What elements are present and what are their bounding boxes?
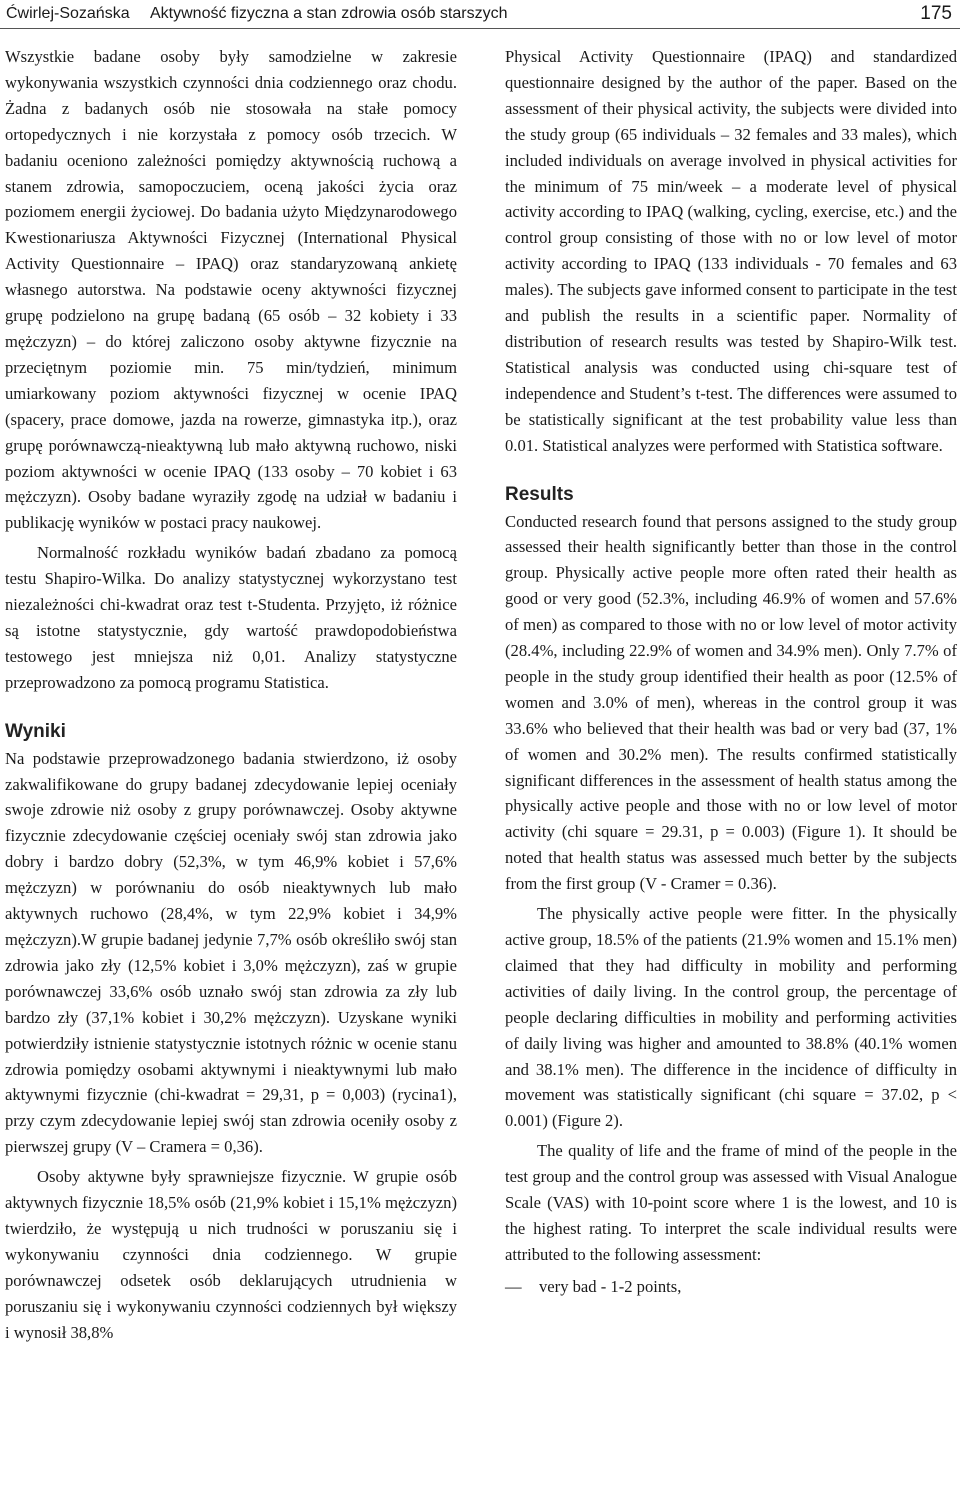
page-number: 175 (920, 3, 952, 24)
results-paragraph-en: Conducted research found that persons assigned to the study group assessed their health significantly better than those in the control group. Physically active people more often rated their health as good or very good (52.3%, including 46.9% of women and 57.6% of men) as compared to those with no or low level of motor activity (28.4%, including 22.9% of women and 34.9% men). Only 7.7% of people in the study group identified their health as poor (12.5% of women and 3.0% of men), whereas in the control group it was 33.6% who believed that their health was bad or very bad (37, 1% of women and 30.2% men). The results confirmed statistically significant differences in the assessment of health status among the physically active people and those with no or low level of motor activity (chi square = 29.31, p = 0.003) (Figure 1). It should be noted that health status was assessed much better by the subjects from the first group (V - Cramer = 0.36). (505, 511, 957, 894)
left-column-polish (5, 44, 457, 1346)
vas-paragraph-en: The quality of life and the frame of mind of the people in the test group and the control group was assessed with Visual Analogue Scale (VAS) with 10-point score where 1 is the lowest, and 10 is the highest rating. To interpret the scale individual results were attributed to the following assessment: (505, 1141, 957, 1264)
results-heading-en: Results (505, 483, 574, 505)
header-author: Ćwirlej-Sozańska (6, 5, 130, 22)
header-title: Aktywność fizyczna a stan zdrowia osób starszych (150, 5, 508, 22)
fitness-paragraph-en: The physically active people were fitter. In the physically active group, 18.5% of the patients (21.9% women and 15.1% men) claimed that they had difficulty in mobility and performing activities of daily living. In the control group, the percentage of people declaring difficulties in mobility and performing activities of daily living was higher and amounted to 38.8% (40.1% women and 38.1% men). The difference in the incidence of difficulty in movement was statistically significant (chi square = 37.02, p < 0.001) (Figure 2). (505, 904, 957, 1131)
methods-paragraph-en: Physical Activity Questionnaire (IPAQ) and standardized questionnaire designed by the author of the paper. Based on the assessment of their physical activity, the subjects were divided into the study group (65 individuals – 32 females and 33 males), which included individuals on average involved in physical activities for the minimum of 75 min/week – a moderate level of physical activity according to IPAQ (walking, cycling, exercise, etc.) and the control group consisting of those with no or low level of motor activity according to IPAQ (133 individuals - 70 females and 63 males). The subjects gave informed consent to participate in the test and publish the results in a scientific paper. Normality of distribution of research results was tested by Shapiro-Wilk test. Statistical analysis was conducted using chi-square test of independence and Student’s t-test. The differences were assumed to be statistically significant at the test probability value less than 0.01. Statistical analyzes were performed with Statistica software. (505, 47, 957, 455)
fitness-paragraph-pl: Osoby aktywne były sprawniejsze fizycznie. W grupie osób aktywnych fizycznie 18,5% osób (21,9% kobiet i 15,1% mężczyzn) twierdziło, że występują u nich trudności w poruszaniu się i wykonywaniu czynności dnia codziennego. W grupie porównawczej odsetek osób deklarujących utrudnienia w poruszaniu się i wykonywaniu czynności codziennych był większy i wynosił 38,8% (5, 1167, 457, 1342)
list-dash: — (505, 1276, 522, 1296)
results-heading-pl: Wyniki (5, 720, 66, 742)
statistics-paragraph-pl: Normalność rozkładu wyników badań zbadano za pomocą testu Shapiro-Wilka. Do analizy statystycznej wykorzystano test niezależności chi-kwadrat oraz test t-Studenta. Przyjęto, iż różnice są istotne statystycznie, gdy wartość prawdopodobieństwa testowego jest mniejsza niż 0,01. Analizy statystyczne przeprowadzono za pomocą programu Statistica. (5, 543, 457, 692)
list-item-text: very bad - 1-2 points, (539, 1276, 682, 1296)
list-item (505, 1274, 957, 1300)
methods-paragraph-pl: Wszystkie badane osoby były samodzielne w zakresie wykonywania wszystkich czynności dnia codziennego oraz chodu. Żadna z badanych osób nie stosowała na stałe pomocy ortopedycznych i nie korzystała z pomocy osób trzecich. W badaniu oceniono zależności pomiędzy aktywnością ruchową a stanem zdrowia, samopoczuciem, oceną jakości życia oraz poziomem energii życiowej. Do badania użyto Międzynarodowego Kwestionariusza Aktywności Fizycznej (International Physical Activity Questionnaire – IPAQ) oraz standaryzowaną ankietę własnego autorstwa. Na podstawie oceny aktywności fizycznej grupę podzielono na grupę badaną (65 osób – 32 kobiety i 33 mężczyzn) – do której zaliczono osoby aktywne fizycznie na przeciętnym poziomie min. 75 min/tydzień, minimum umiarkowany poziom aktywności fizycznej w ocenie IPAQ (spacery, prace domowe, jazda na rowerze, gimnastyka itp.), oraz grupę porównawczą-nieaktywną lub mało aktywną ruchowo, niski poziom aktywności w ocenie IPAQ (133 osoby – 70 kobiet i 63 mężczyzn). Osoby badane wyraziły zgodę na udział w badaniu i publikację wyników w postaci pracy naukowej. (5, 47, 457, 533)
results-paragraph-pl: Na podstawie przeprowadzonego badania stwierdzono, iż osoby zakwalifikowane do grupy badanej zdecydowanie lepiej oceniały swoje zdrowie niż osoby z grupy porównawczej. Osoby aktywne fizycznie zdecydowanie częściej oceniały swój stan zdrowia jako dobry i bardzo dobry (52,3%, w tym 46,9% kobiet i 57,6% mężczyzn) w porównaniu do osób nieaktywnych lub mało aktywnych ruchowo (28,4%, w tym 22,9% kobiet i 34,9% mężczyzn).W grupie badanej jedynie 7,7% osób określiło swój stan zdrowia jako zły (12,5% kobiet i 3,0% mężczyzn), zaś w grupie porównawczej 33,6% osób uznało swój stan zdrowia za zły lub bardzo zły (37,1% kobiet i 30,2% mężczyzn). Uzyskane wyniki potwierdziły istnienie statystycznie istotnych różnic w ocenie stanu zdrowia pomiędzy osobami aktywnymi i nieaktywnymi lub mało aktywnymi fizycznie (chi-kwadrat = 29,31, p = 0,003) (rycina1), przy czym zdecydowanie lepiej swój stan zdrowia oceniły osoby z pierwszej grupy (V – Cramera = 0,36). (5, 748, 457, 1157)
running-header (0, 0, 960, 29)
right-column-english (505, 44, 957, 1300)
